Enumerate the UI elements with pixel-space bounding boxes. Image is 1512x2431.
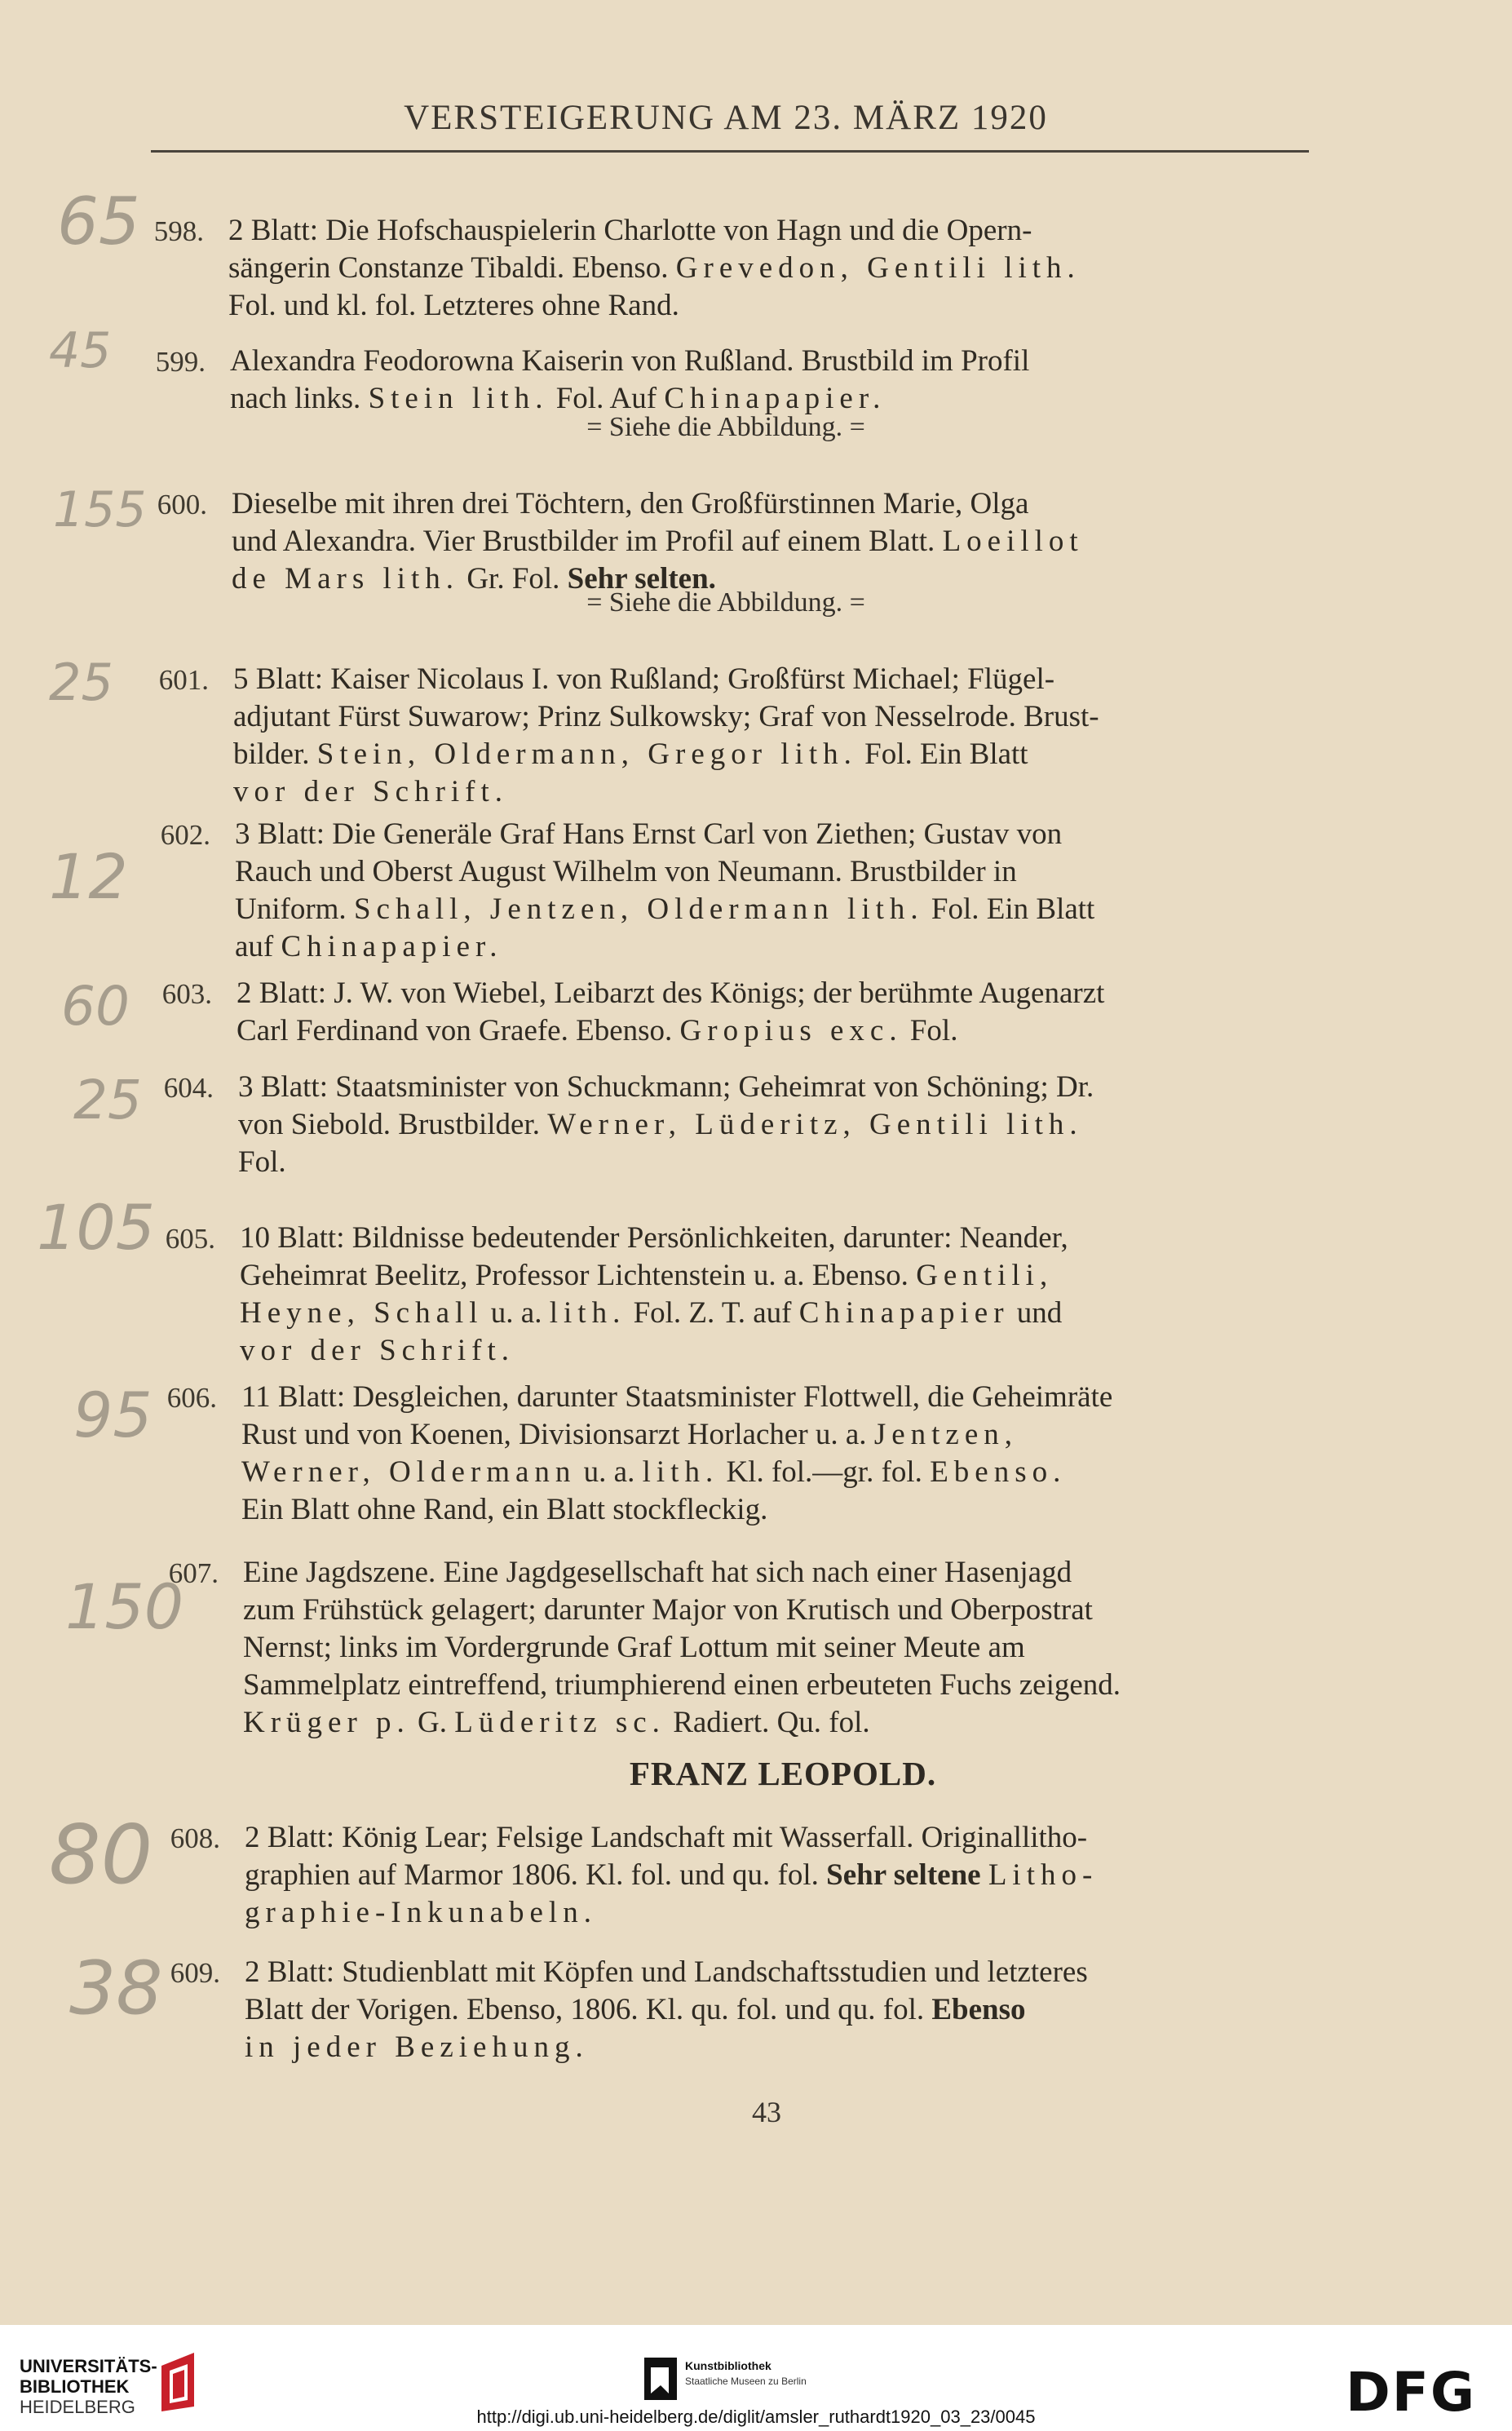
handwritten-price-598: 65 — [57, 184, 140, 259]
entry-text-segment: 10 Blatt: Bildnisse bedeutender Persönlichkeiten, darunter: Neander, — [240, 1221, 1068, 1255]
entry-text-segment: Sehr seltene — [826, 1858, 981, 1892]
entry-number: 604. — [163, 1072, 214, 1104]
entry-text-segment: 5 Blatt: Kaiser Nicolaus I. von Rußland; Großfürst Michael; Flügel- — [233, 662, 1055, 696]
entry-line — [243, 1629, 1025, 1667]
entry-line — [241, 1379, 1112, 1416]
kunstbibliothek-emblem-icon — [644, 2358, 677, 2400]
entry-line — [233, 698, 1099, 736]
header-rule — [151, 150, 1309, 153]
entry-text-segment: und Alexandra. Vier Brustbilder im Profil auf einem Blatt. — [232, 525, 943, 558]
entry-line — [240, 1295, 1062, 1332]
entry-line — [240, 1257, 1053, 1295]
entry-text-segment: Kl. fol.—gr. fol. — [718, 1455, 931, 1489]
entry-text-segment: Gentili, — [916, 1259, 1054, 1292]
entry-text-segment: auf — [235, 930, 281, 963]
entry-text-segment: Eine Jagdszene. Eine Jagdgesellschaft hat sich nach einer Hasenjagd — [243, 1556, 1072, 1589]
entry-text-segment: von Siebold. Brustbilder. — [238, 1108, 548, 1141]
entry-text-segment: 3 Blatt: Die Generäle Graf Hans Ernst Carl von Ziethen; Gustav von — [235, 817, 1063, 851]
entry-line — [241, 1454, 1066, 1491]
entry-text-segment: de Mars lith. — [232, 562, 460, 596]
entry-line — [243, 1667, 1121, 1704]
entry-line — [245, 1857, 1098, 1894]
entry-text-segment: sängerin Constanze Tibaldi. Ebenso. — [228, 251, 676, 285]
entry-text-segment: lith. — [642, 1455, 719, 1489]
entry-number: 606. — [166, 1382, 217, 1414]
entry-line — [240, 1220, 1068, 1257]
entry-number: 605. — [165, 1223, 215, 1255]
entry-text-segment: 2 Blatt: König Lear; Felsige Landschaft mit Wasserfall. Originallitho- — [245, 1821, 1088, 1854]
entry-text-segment: Jentzen, — [873, 1418, 1019, 1451]
entry-number: 600. — [157, 489, 207, 520]
entry-line — [230, 343, 1029, 380]
entry-text-segment: u. a. — [576, 1455, 643, 1489]
entry-line — [237, 1012, 957, 1050]
entry-text-segment: lith. — [549, 1296, 626, 1330]
entry-text-segment: Schall, Jentzen, Oldermann lith. — [353, 892, 924, 926]
entry-text-segment: 2 Blatt: J. W. von Wiebel, Leibarzt des Königs; der berühmte Augenarzt — [237, 976, 1105, 1010]
entry-text-segment: Chinapapier. — [281, 930, 503, 963]
entry-line — [232, 523, 1084, 560]
entry-text-segment: Loeillot — [942, 525, 1084, 558]
entry-line — [241, 1416, 1018, 1454]
entry-line — [228, 212, 1032, 250]
library-name-line-1: UNIVERSITÄTS- — [20, 2356, 157, 2376]
entry-text-segment: G. — [409, 1706, 455, 1739]
entry-text-segment: vor der Schrift. — [240, 1334, 515, 1367]
entry-line — [238, 1069, 1094, 1106]
entry-text-segment: 2 Blatt: Studienblatt mit Köpfen und Landschaftsstudien und letzteres — [245, 1955, 1088, 1989]
handwritten-price-609: 38 — [69, 1946, 163, 2031]
entry-number: 598. — [153, 215, 204, 247]
entry-number: 609. — [170, 1957, 220, 1989]
entry-text-segment: Grevedon, Gentili lith. — [675, 251, 1081, 285]
entry-line — [237, 975, 1104, 1012]
entry-text-segment: vor der Schrift. — [233, 775, 509, 808]
entry-text-segment: Carl Ferdinand von Graefe. Ebenso. — [237, 1014, 680, 1047]
entry-line — [245, 1991, 1026, 2029]
entry-text-segment: u. a. — [483, 1296, 550, 1330]
library-name-line-2: BIBLIOTHEK — [20, 2376, 130, 2397]
entry-text-segment: adjutant Fürst Suwarow; Prinz Sulkowsky; Graf von Nesselrode. Brust- — [233, 700, 1099, 733]
page-number: 43 — [752, 2096, 781, 2128]
kunstbibliothek-subtitle: Staatliche Museen zu Berlin — [685, 2376, 807, 2387]
handwritten-price-607: 150 — [65, 1570, 184, 1643]
footer-bar — [0, 2325, 1512, 2431]
entry-text-segment: Chinapapier. — [664, 382, 886, 415]
handwritten-price-605: 105 — [37, 1191, 156, 1264]
entry-line — [228, 287, 679, 325]
entry-text-segment: Uniform. — [235, 892, 354, 926]
permalink-url[interactable]: http://digi.ub.uni-heidelberg.de/diglit/amsler_ruthardt1920_03_23/0045 — [476, 2407, 1036, 2427]
entry-number: 599. — [155, 346, 206, 378]
entry-text-segment: Sammelplatz eintreffend, triumphierend einen erbeuteten Fuchs zeigend. — [243, 1668, 1121, 1702]
entry-text-segment: Ebenso. — [930, 1455, 1067, 1489]
entry-text-segment: graphien auf Marmor 1806. Kl. fol. und qu. fol. — [245, 1858, 827, 1892]
entry-line — [228, 250, 1081, 287]
handwritten-price-608: 80 — [49, 1807, 153, 1902]
entry-text-segment: Fol. Ein Blatt — [856, 737, 1028, 771]
entry-line — [233, 736, 1028, 773]
entry-line — [245, 1954, 1088, 1991]
entry-text-segment: Werner, Oldermann — [241, 1455, 577, 1489]
entry-text-segment: Fol. — [902, 1014, 958, 1047]
dfg-logo[interactable]: DFG — [1346, 2361, 1477, 2424]
entry-text-segment: graphie-Inkunabeln. — [245, 1896, 597, 1929]
entry-text-segment: Fol. Auf — [548, 382, 665, 415]
entry-text-segment: Dieselbe mit ihren drei Töchtern, den Großfürstinnen Marie, Olga — [232, 487, 1029, 520]
entry-text-segment: Alexandra Feodorowna Kaiserin von Rußland. Brustbild im Profil — [230, 344, 1030, 378]
entry-line — [243, 1592, 1093, 1629]
kunstbibliothek-name: Kunstbibliothek — [685, 2359, 771, 2372]
library-name-line-3: HEIDELBERG — [20, 2397, 135, 2417]
entry-line — [245, 2029, 589, 2066]
entry-text-segment: nach links. — [230, 382, 369, 415]
entry-text-segment: Geheimrat Beelitz, Professor Lichtenstein u. a. Ebenso. — [240, 1259, 917, 1292]
entry-text-segment: Rauch und Oberst August Wilhelm von Neumann. Brustbilder in — [235, 855, 1017, 888]
entry-text-segment: Nernst; links im Vordergrunde Graf Lottum mit seiner Meute am — [243, 1631, 1025, 1664]
entry-text-segment: Gr. Fol. — [459, 562, 568, 596]
section-title: FRANZ LEOPOLD. — [629, 1755, 937, 1792]
entry-text-segment: Lüderitz sc. — [454, 1706, 665, 1739]
entry-text-segment: und — [1009, 1296, 1063, 1330]
entry-text-segment: Blatt der Vorigen. Ebenso, 1806. Kl. qu. fol. und qu. fol. — [245, 1993, 932, 2026]
handwritten-price-599: 45 — [49, 322, 112, 379]
handwritten-price-604: 25 — [73, 1069, 142, 1131]
entry-number: 608. — [170, 1822, 220, 1854]
entry-text-segment: Ein Blatt ohne Rand, ein Blatt stockfleckig. — [241, 1493, 768, 1526]
entry-text-segment: Sehr selten. — [567, 562, 716, 596]
entry-line — [233, 773, 508, 811]
entry-text-segment: Gropius exc. — [679, 1014, 903, 1047]
entry-line — [235, 891, 1094, 928]
entry-text-segment: in jeder Beziehung. — [245, 2030, 589, 2064]
entry-text-segment: Krüger p. — [243, 1706, 410, 1739]
entry-text-segment: Fol. Ein Blatt — [923, 892, 1095, 926]
entry-line — [235, 816, 1062, 853]
entry-text-segment: Radiert. Qu. fol. — [665, 1706, 870, 1739]
entry-text-segment: Fol. und kl. fol. Letzteres ohne Rand. — [228, 289, 679, 322]
entry-text-segment: Ebenso — [931, 1993, 1026, 2026]
entry-text-segment: Heyne, Schall — [240, 1296, 484, 1330]
entry-text-segment — [981, 1858, 988, 1892]
entry-text-segment: Werner, Lüderitz, Gentili lith. — [547, 1108, 1083, 1141]
entry-text-segment: 11 Blatt: Desgleichen, darunter Staatsminister Flottwell, die Geheimräte — [241, 1380, 1113, 1414]
handwritten-price-603: 60 — [61, 975, 130, 1038]
entry-line — [235, 928, 503, 966]
entry-text-segment: Fol. — [238, 1145, 286, 1179]
entry-line — [245, 1819, 1087, 1857]
entry-text-segment: zum Frühstück gelagert; darunter Major von Krutisch und Oberpostrat — [243, 1593, 1093, 1627]
entry-line — [245, 1894, 597, 1932]
entry-line — [238, 1144, 286, 1181]
entry-number: 601. — [158, 664, 209, 696]
entry-text-segment: Litho- — [988, 1858, 1099, 1892]
handwritten-price-602: 12 — [49, 840, 128, 913]
entry-text-segment: Chinapapier — [798, 1296, 1010, 1330]
entry-text-segment: bilder. — [233, 737, 317, 771]
handwritten-price-601: 25 — [49, 653, 113, 712]
entry-line — [235, 853, 1017, 891]
entry-line — [243, 1554, 1072, 1592]
entry-text-segment: Stein, Oldermann, Gregor lith. — [316, 737, 857, 771]
entry-text-segment: Rust und von Koenen, Divisionsarzt Horlacher u. a. — [241, 1418, 874, 1451]
entry-number: 607. — [168, 1557, 219, 1589]
handwritten-price-600: 155 — [53, 481, 147, 538]
entry-line — [232, 485, 1028, 523]
entry-number: 603. — [161, 978, 212, 1010]
entry-number: 602. — [160, 819, 210, 851]
entry-line — [243, 1704, 870, 1742]
entry-text-segment: Stein lith. — [368, 382, 549, 415]
entry-text-segment: 3 Blatt: Staatsminister von Schuckmann; Geheimrat von Schöning; Dr. — [238, 1070, 1094, 1104]
handwritten-price-606: 95 — [73, 1379, 153, 1451]
see-figure-note-600: = Siehe die Abbildung. = — [586, 587, 865, 618]
entry-line — [233, 661, 1054, 698]
page-header-title: VERSTEIGERUNG AM 23. MÄRZ 1920 — [404, 99, 1048, 137]
entry-text-segment: 2 Blatt: Die Hofschauspielerin Charlotte von Hagn und die Opern- — [228, 214, 1032, 247]
entry-line — [241, 1491, 767, 1529]
see-figure-note-599: = Siehe die Abbildung. = — [586, 412, 865, 442]
entry-text-segment: Fol. Z. T. auf — [626, 1296, 799, 1330]
entry-line — [238, 1106, 1083, 1144]
entry-line — [240, 1332, 515, 1370]
